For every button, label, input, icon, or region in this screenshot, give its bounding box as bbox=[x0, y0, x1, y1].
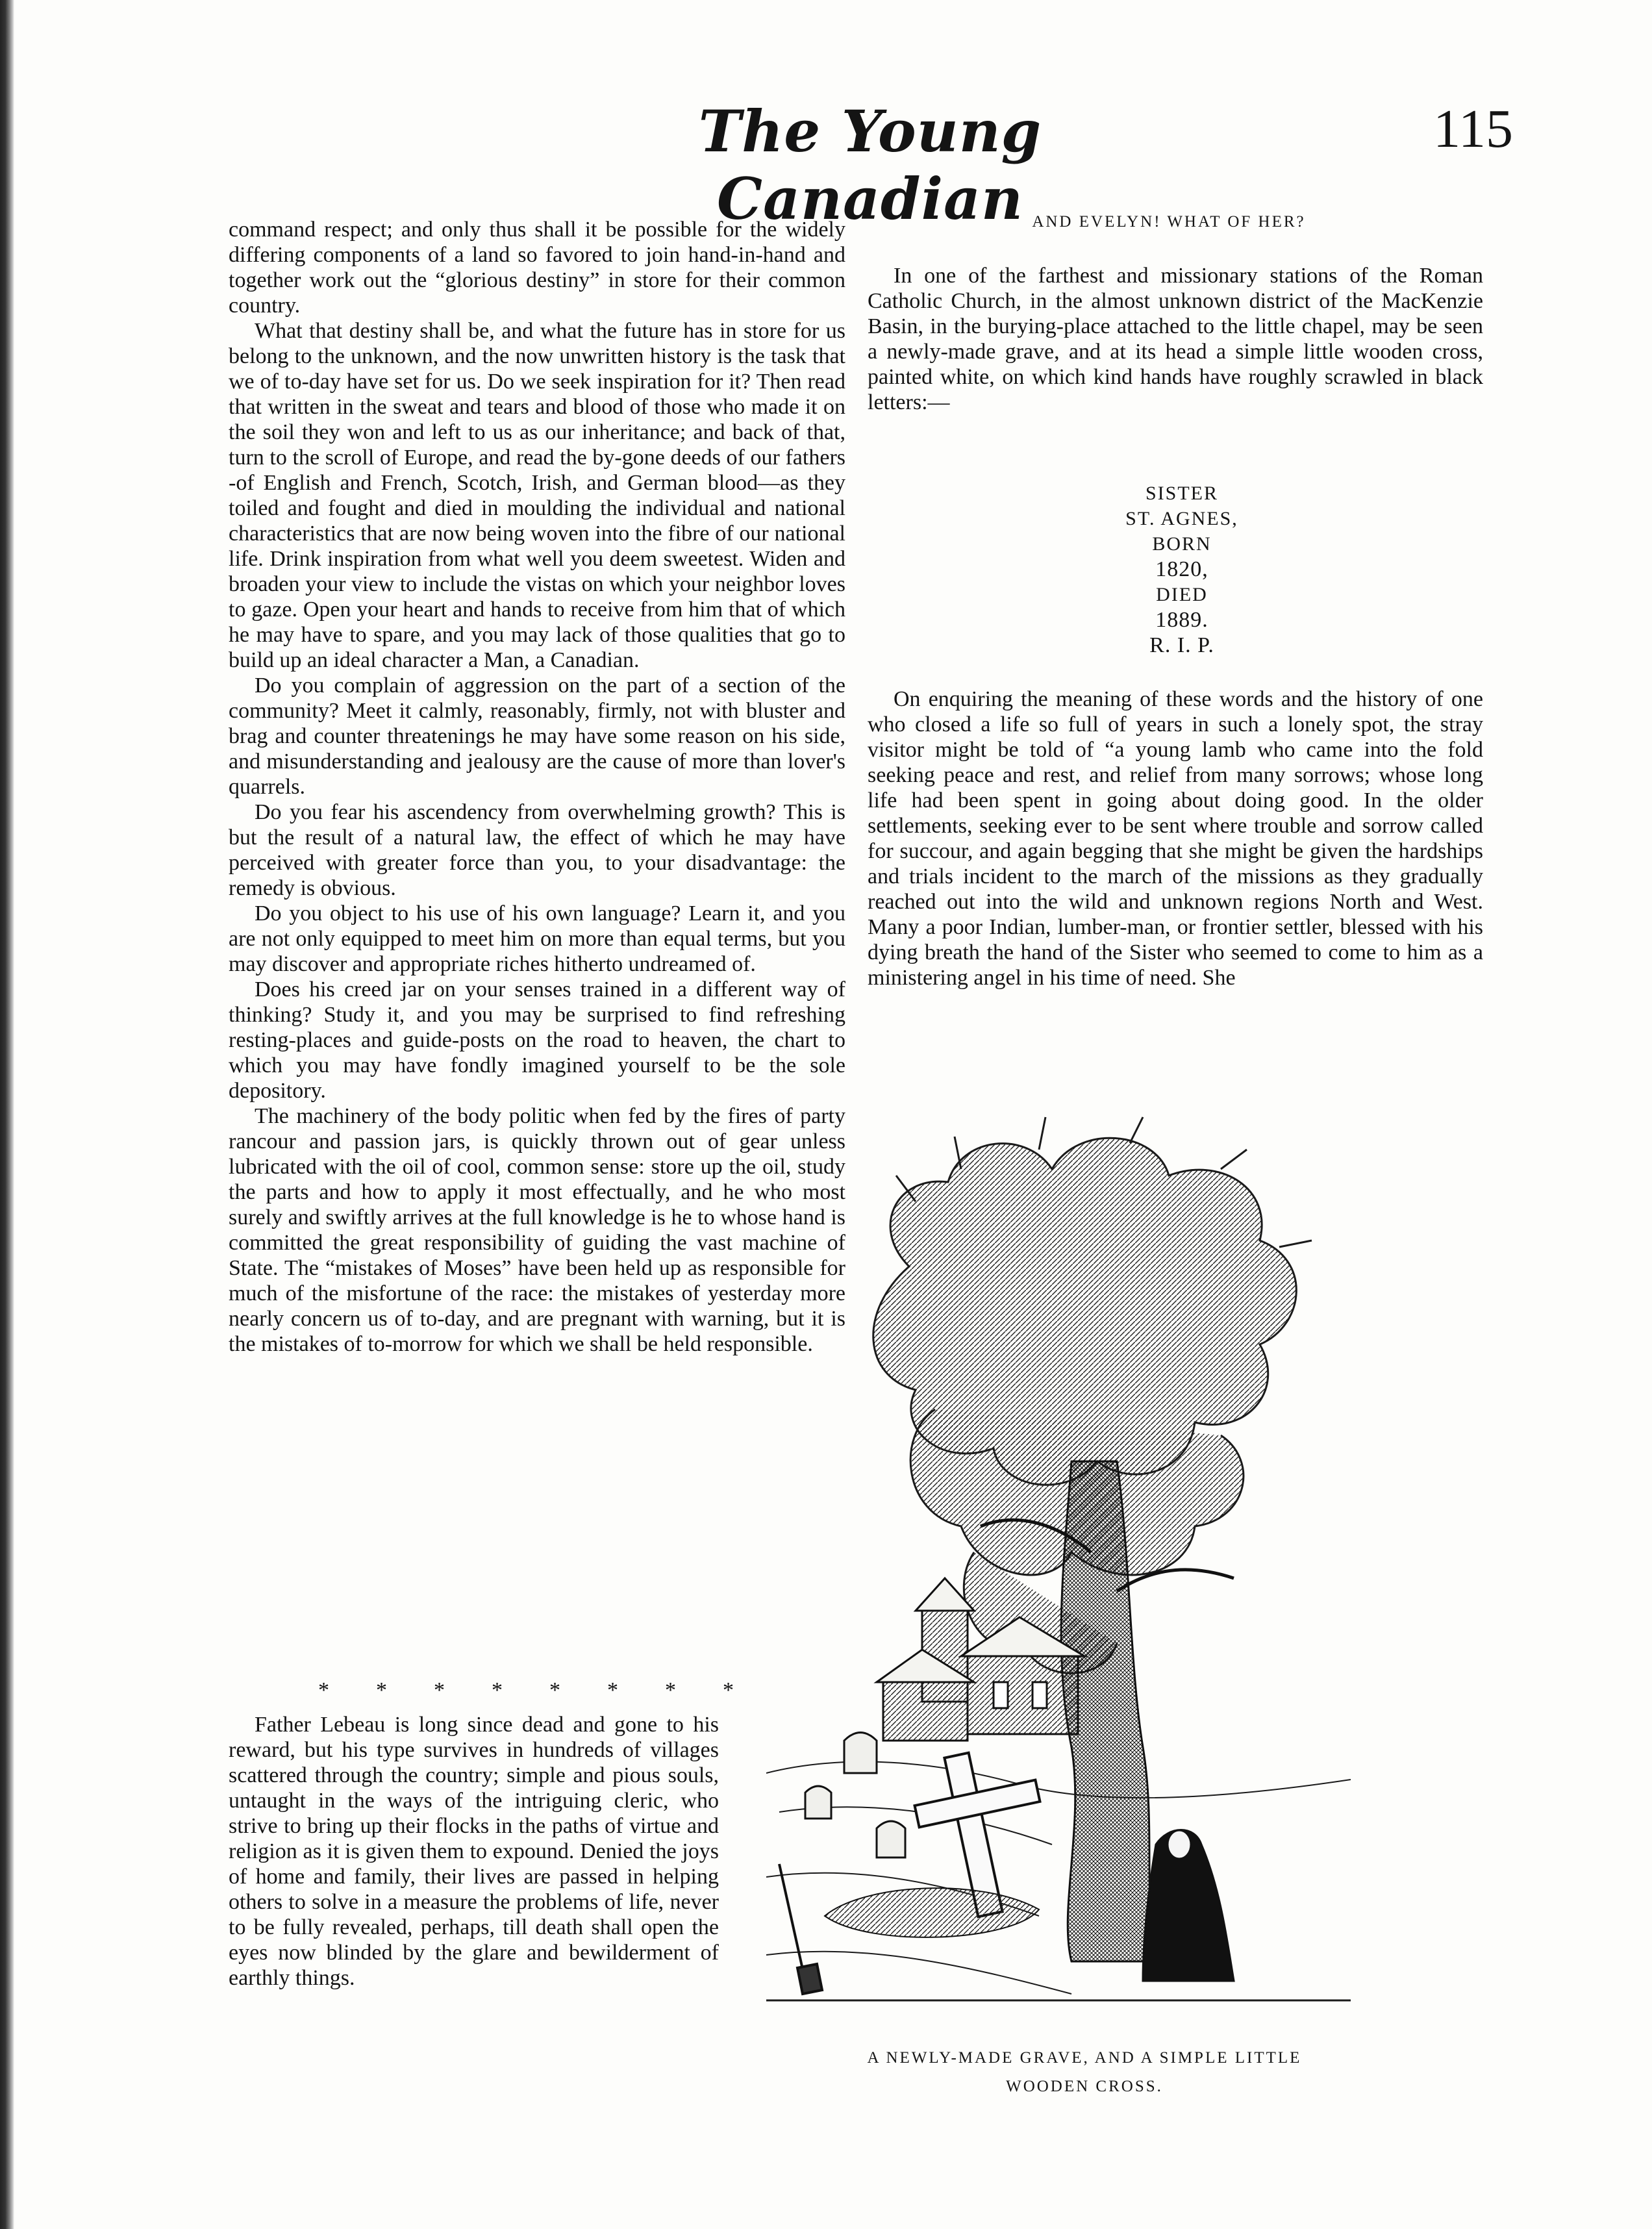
section-separator bbox=[318, 1678, 734, 1703]
separator-star: * bbox=[434, 1678, 445, 1702]
grave-mound bbox=[825, 1888, 1039, 1937]
right-column-intro bbox=[868, 263, 1483, 415]
paragraph: What that destiny shall be, and what the future has in store for us belong to the unknown, and the now unwritten history is the task that we of to-day have set for us. Do we seek inspiration for it? Then read that written in the sweat and tears and blood of those who made it on the soil they won and left to us as our inheritance; and back of that, turn to the scroll of Europe, and read the by-gone deeds of our fathers -of English and French, Scotch, Irish, and German blood—as they toiled and fought and died in moulding the individual and national characteristics that are now being woven into the fibre of our national life. Drink inspiration from what well you deem sweetest. Widen and broaden your view to include the vistas on which your neighbor loves to gaze. Open your heart and hands to receive from him that of which he may have to spare, and you may lack of those qualities that go to build up an ideal character a Man, a Canadian. bbox=[229, 319, 845, 672]
paragraph: Do you complain of aggression on the part of a section of the community? Meet it calmly, reasonably, firmly, not with bluster and brag and counter threatenings he may have some reason on his side, and misunderstanding and jealousy are the cause of more than lover's quarrels. bbox=[229, 674, 845, 799]
caption-line: A NEWLY-MADE GRAVE, AND A SIMPLE LITTLE bbox=[867, 2049, 1302, 2067]
page-number: 115 bbox=[1433, 99, 1513, 159]
graveyard-ground bbox=[766, 1762, 1351, 2000]
inscription-line: 1889. bbox=[1155, 608, 1208, 632]
inscription-line: SISTER bbox=[1145, 483, 1219, 504]
nun-figure bbox=[1143, 1830, 1234, 1982]
scan-edge bbox=[0, 0, 14, 2229]
inscription-line: ST. AGNES, bbox=[1125, 508, 1238, 529]
separator-star: * bbox=[376, 1678, 387, 1702]
illustration-caption bbox=[799, 2044, 1370, 2101]
closing-column bbox=[229, 1712, 719, 1991]
graveyard-illustration bbox=[766, 1098, 1383, 2033]
separator-star: * bbox=[318, 1678, 329, 1702]
separator-star: * bbox=[607, 1678, 618, 1702]
paragraph: The machinery of the body politic when fed by the fires of party rancour and passion jars, is quickly thrown out of gear unless lubricated with the oil of cool, common sense: store up the oil, study the parts and how to apply it most effectually, and he who most surely and swiftly arrives at the full knowledge is he to whose hand is committed the great responsibility of guiding the vast machine of State. The “mistakes of Moses” have been held up as responsible for much of the misfortune of the race: the mistakes of yesterday more nearly concern us of to-day, and are pregnant with warning, but it is the mistakes of to-morrow for which we shall be held responsible. bbox=[229, 1104, 845, 1356]
paragraph: On enquiring the meaning of these words and the history of one who closed a life so full of years in such a lonely spot, the stray visitor might be told of “a young lamb who came into the fold seeking peace and rest, and relief from many sorrows; whose long life had been spent in going about doing good. In the older settlements, seeking ever to be sent where trouble and sorrow called for succour, and again begging that she might be given the hardships and trials incident to the march of the missions as they gradually reached out into the wild and unknown regions North and West. Many a poor Indian, lumber-man, or frontier settler, blessed with his dying breath the hand of the Sister who seemed to come to him as a ministering angel in his time of need. She bbox=[868, 687, 1483, 990]
inscription-line: R. I. P. bbox=[1149, 633, 1214, 657]
separator-star: * bbox=[723, 1678, 734, 1702]
cross-inscription bbox=[1039, 481, 1325, 658]
paragraph: command respect; and only thus shall it be possible for the widely differing components of a land so favored to join hand-in-hand and together work out the “glorious destiny” in store for their common country. bbox=[229, 218, 845, 318]
headstones bbox=[805, 1733, 905, 1858]
inscription-line: DIED bbox=[1156, 584, 1208, 605]
page-title: The Young Canadian bbox=[698, 97, 1042, 233]
separator-star: * bbox=[549, 1678, 560, 1702]
paragraph: Father Lebeau is long since dead and gone to his reward, but his type survives in hundreds of villages scattered through the country; simple and pious souls, untaught in the ways of the intriguing cleric, who strive to bring up their flocks in the paths of virtue and religion as it is given them to expound. Denied the joys of home and family, their lives are passed in helping others to solve in a measure the problems of life, never to be fully revealed, perhaps, till death shall open the eyes now blinded by the glare and bewilderment of earthly things. bbox=[229, 1713, 719, 1990]
right-column-story bbox=[868, 686, 1483, 990]
paragraph: In one of the farthest and missionary stations of the Roman Catholic Church, in the almost unknown district of the MacKenzie Basin, in the burying-place attached to the little chapel, may be seen a newly-made grave, and at its head a simple little wooden cross, painted white, on which kind hands have roughly scrawled in black letters:— bbox=[868, 264, 1483, 414]
inscription-line: BORN bbox=[1152, 533, 1212, 555]
paragraph: Does his creed jar on your senses trained in a different way of thinking? Study it, and you may be surprised to find refreshing resting-places and guide-posts on the road to heaven, the chart to which you may have fondly imagined yourself to be the sole depository. bbox=[229, 977, 845, 1103]
separator-star: * bbox=[665, 1678, 676, 1702]
paragraph: Do you fear his ascendency from overwhelming growth? This is but the result of a natural law, the effect of which he may have perceived with greater force than you, to your disadvantage: the remedy is obvious. bbox=[229, 800, 845, 900]
shovel bbox=[779, 1864, 822, 1994]
section-heading: AND EVELYN! WHAT OF HER? bbox=[1032, 213, 1306, 231]
left-column bbox=[229, 217, 845, 1357]
paragraph: Do you object to his use of his own language? Learn it, and you are not only equipped to meet him on more than equal terms, but you may discover and appropriate riches hitherto undreamed of. bbox=[229, 901, 845, 976]
separator-star: * bbox=[492, 1678, 503, 1702]
inscription-line: 1820, bbox=[1155, 557, 1208, 581]
caption-line: WOODEN CROSS. bbox=[1006, 2078, 1163, 2095]
